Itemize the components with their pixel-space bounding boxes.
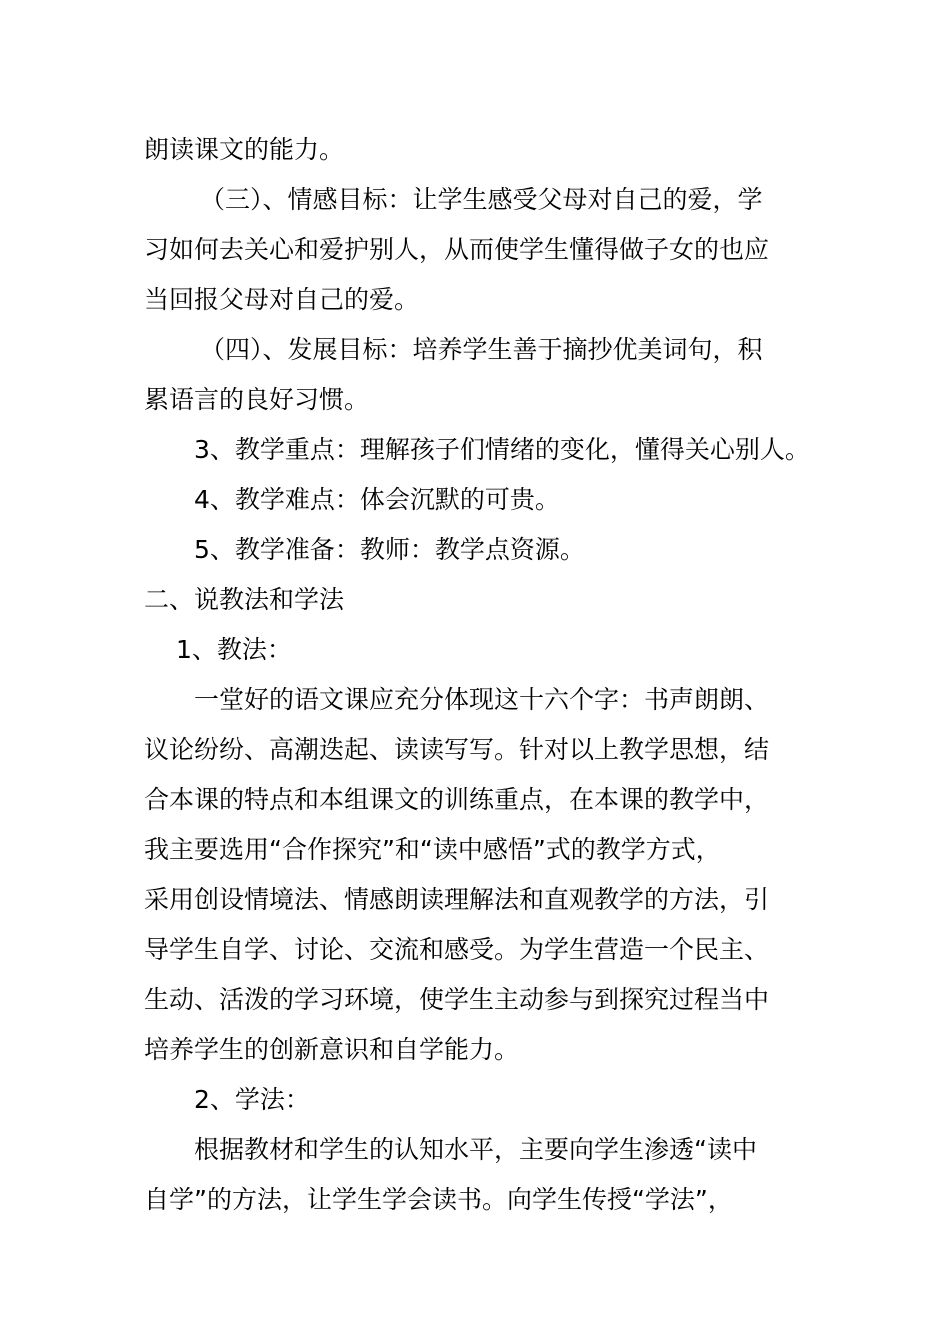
section-heading: 二、说教法和学法 bbox=[144, 585, 345, 614]
text-line: 自学”的方法，让学生学会读书。向学生传授“学法”， bbox=[144, 1185, 733, 1214]
text-line: 5、教学准备：教师：教学点资源。 bbox=[194, 535, 585, 564]
text-line: 我主要选用“合作探究”和“读中感悟”式的教学方式， bbox=[144, 835, 721, 864]
text-line: 4、教学难点：体会沉默的可贵。 bbox=[194, 485, 560, 514]
text-line: 生动、活泼的学习环境，使学生主动参与到探究过程当中 bbox=[144, 985, 770, 1014]
text-line: 培养学生的创新意识和自学能力。 bbox=[144, 1035, 520, 1064]
text-line: 合本课的特点和本组课文的训练重点，在本课的教学中， bbox=[144, 785, 770, 814]
text-line: 习如何去关心和爱护别人，从而使学生懂得做子女的也应 bbox=[144, 235, 770, 264]
text-line: 3、教学重点：理解孩子们情绪的变化，懂得关心别人。 bbox=[194, 435, 810, 464]
text-line: 采用创设情境法、情感朗读理解法和直观教学的方法，引 bbox=[144, 885, 770, 914]
subsection-heading: 2、学法： bbox=[194, 1085, 310, 1114]
text-line: 朗读课文的能力。 bbox=[144, 135, 345, 164]
text-line: 导学生自学、讨论、交流和感受。为学生营造一个民主、 bbox=[144, 935, 770, 964]
text-line: 一堂好的语文课应充分体现这十六个字：书声朗朗、 bbox=[194, 685, 770, 714]
text-line: 根据教材和学生的认知水平，主要向学生渗透“读中 bbox=[194, 1135, 757, 1164]
text-line: （三）、情感目标：让学生感受父母对自己的爱，学 bbox=[200, 185, 763, 214]
subsection-heading: 1、教法： bbox=[176, 635, 292, 664]
text-line: （四）、发展目标：培养学生善于摘抄优美词句，积 bbox=[200, 335, 763, 364]
text-line: 当回报父母对自己的爱。 bbox=[144, 285, 420, 314]
text-line: 议论纷纷、高潮迭起、读读写写。针对以上教学思想，结 bbox=[144, 735, 770, 764]
text-line: 累语言的良好习惯。 bbox=[144, 385, 370, 414]
